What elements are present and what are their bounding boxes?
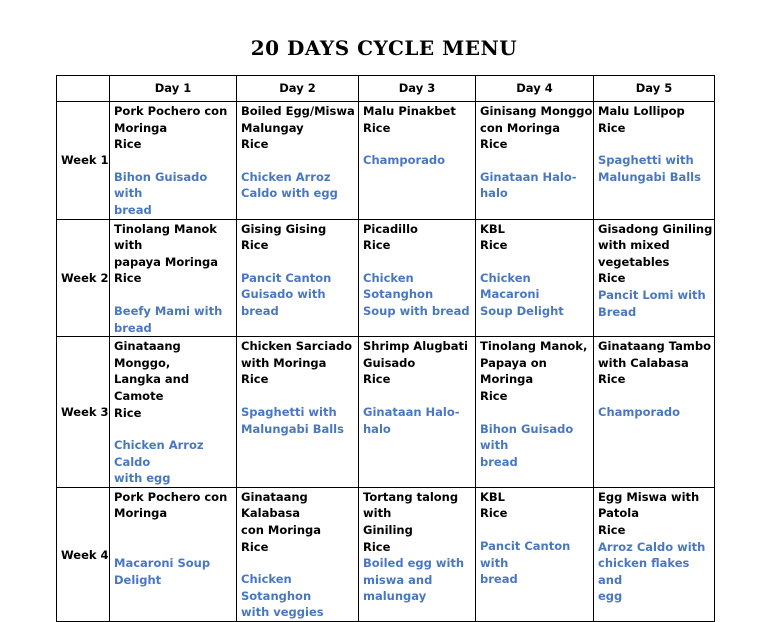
menu-cell: [359, 219, 476, 337]
menu-cell: [237, 487, 359, 621]
snack-item: Bihon Guisado with bread: [114, 169, 208, 217]
week-row: [57, 219, 715, 337]
snack-item: Chicken Arroz Caldo with egg: [114, 438, 204, 486]
day-header: Day 4: [476, 76, 594, 102]
menu-cell: [476, 219, 594, 337]
menu-cell: [359, 487, 476, 621]
menu-cell: [594, 219, 715, 337]
menu-cell: [237, 337, 359, 488]
snack-item: Champorado: [598, 404, 681, 419]
main-dish: KBL Rice: [480, 221, 508, 253]
main-dish: Malu Pinakbet Rice: [363, 104, 456, 135]
snack-item: Bihon Guisado with bread: [480, 421, 574, 469]
snack-item: Macaroni Soup Delight: [114, 556, 211, 587]
menu-cell: [476, 337, 594, 488]
main-dish: Ginataang Kalabasa con Moringa Rice: [241, 489, 322, 554]
menu-cell: [476, 487, 594, 621]
snack-item: Pancit Canton with bread: [480, 539, 571, 587]
main-dish: Shrimp Alugbati Guisado Rice: [363, 339, 468, 387]
main-dish: Malu Lollipop Rice: [598, 104, 685, 135]
menu-cell: [594, 337, 715, 488]
main-dish: Pork Pochero con Moringa: [114, 489, 228, 521]
snack-item: Chicken Sotanghon with veggies: [241, 572, 324, 620]
snack-item: Champorado: [363, 153, 446, 168]
header-row: [57, 76, 715, 102]
snack-item: Ginataan Halo-halo: [363, 404, 460, 436]
snack-item: Pancit Lomi with Bread: [598, 287, 706, 319]
main-dish: Gising Gising Rice: [241, 221, 327, 253]
main-dish: Chicken Sarciado with Moringa Rice: [241, 339, 353, 387]
main-dish: Tortang talong with Giniling Rice: [363, 489, 459, 554]
main-dish: Pork Pochero con Moringa Rice: [114, 104, 228, 152]
week-label: Week 4: [57, 487, 110, 621]
week-label: Week 1: [57, 102, 110, 220]
day-header: Day 2: [237, 76, 359, 102]
main-dish: Picadillo Rice: [363, 221, 418, 253]
menu-cell: [110, 337, 237, 488]
snack-item: Arroz Caldo with chicken flakes and egg: [598, 539, 706, 604]
main-dish: Ginataang Monggo, Langka and Camote Rice: [114, 339, 190, 420]
snack-item: Spaghetti with Malungabi Balls: [241, 404, 344, 436]
snack-item: Chicken Arroz Caldo with egg: [241, 169, 338, 201]
menu-cell: [110, 102, 237, 220]
snack-item: Chicken Macaroni Soup Delight: [480, 270, 564, 318]
snack-item: Boiled egg with miswa and malungay: [363, 556, 465, 604]
menu-cell: [594, 102, 715, 220]
week-row: [57, 487, 715, 621]
snack-item: Chicken Sotanghon Soup with bread: [363, 270, 470, 318]
main-dish: Boiled Egg/Miswa Malungay Rice: [241, 104, 355, 152]
menu-cell: [110, 219, 237, 337]
main-dish: Tinolang Manok with papaya Moringa Rice: [114, 221, 219, 286]
week-row: [57, 337, 715, 488]
main-dish: Ginataang Tambo with Calabasa Rice: [598, 339, 712, 387]
snack-item: Ginataan Halo-halo: [480, 169, 577, 201]
menu-table: [56, 75, 715, 622]
snack-item: Pancit Canton Guisado with bread: [241, 270, 332, 318]
main-dish: KBL Rice: [480, 489, 508, 521]
menu-cell: [359, 337, 476, 488]
menu-cell: [110, 487, 237, 621]
main-dish: Gisadong Giniling with mixed vegetables Rice: [598, 221, 713, 286]
main-dish: Ginisang Monggo con Moringa Rice: [480, 104, 593, 152]
page-title: 20 DAYS CYCLE MENU: [250, 36, 518, 60]
week-label: Week 3: [57, 337, 110, 488]
snack-item: Spaghetti with Malungabi Balls: [598, 153, 701, 184]
main-dish: Egg Miswa with Patola Rice: [598, 489, 700, 538]
menu-cell: [237, 219, 359, 337]
week-row: [57, 102, 715, 220]
snack-item: Beefy Mami with bread: [114, 303, 223, 335]
corner-cell: [57, 76, 110, 102]
menu-cell: [594, 487, 715, 621]
day-header: Day 3: [359, 76, 476, 102]
menu-cell: [359, 102, 476, 220]
day-header: Day 1: [110, 76, 237, 102]
menu-cell: [476, 102, 594, 220]
week-label: Week 2: [57, 219, 110, 337]
main-dish: Tinolang Manok, Papaya on Moringa Rice: [480, 339, 588, 403]
menu-cell: [237, 102, 359, 220]
day-header: Day 5: [594, 76, 715, 102]
